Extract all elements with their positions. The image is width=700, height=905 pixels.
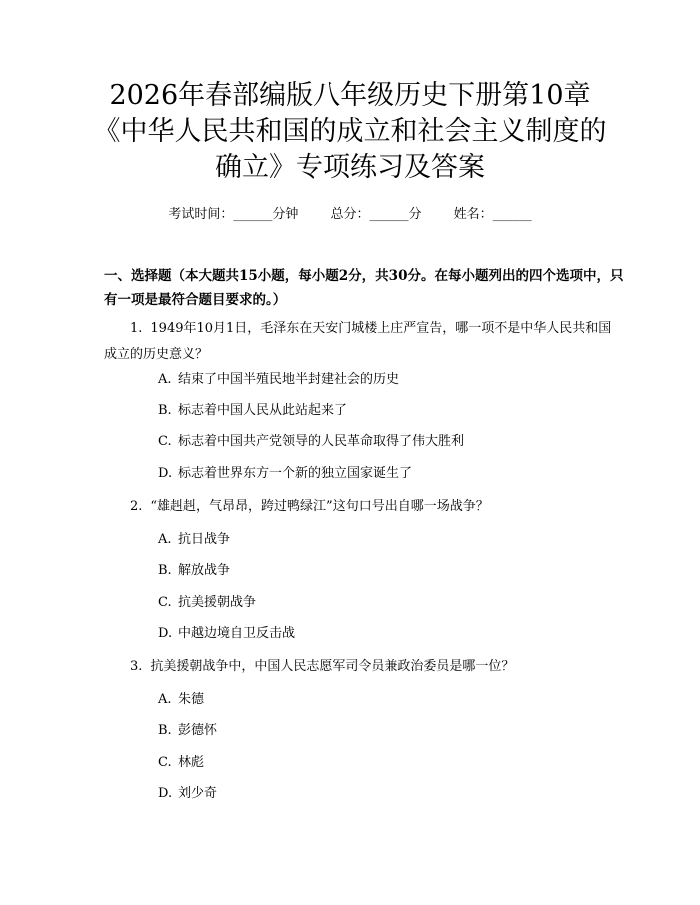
exam-time: 考试时间：______分钟 (168, 207, 299, 222)
option-text: 解放战争 (178, 563, 231, 578)
option-letter: C. (158, 434, 172, 449)
option-text: 抗美援朝战争 (178, 595, 257, 610)
option-letter: C. (158, 595, 172, 610)
question-1-option-a (158, 371, 399, 389)
option-text: 标志着世界东方一个新的独立国家诞生了 (178, 466, 413, 481)
document-title (60, 78, 640, 186)
option-letter: A. (158, 372, 172, 387)
section-heading: 一、选择题（本大题共15小题，每小题2分，共30分。在每小题列出的四个选项中，只有一项是最符合题目要求的。） (104, 268, 624, 308)
option-letter: B. (158, 723, 172, 738)
option-text: 标志着中国共产党领导的人民革命取得了伟大胜利 (178, 434, 465, 449)
question-text: 1949年10月1日，毛泽东在天安门城楼上庄严宣告，哪一项不是中华人民共和国成立的历史意义？ (104, 321, 612, 362)
option-text: 中越边境自卫反击战 (178, 626, 296, 641)
option-text: 彭德怀 (178, 723, 218, 738)
title-line-1: 2026年春部编版八年级历史下册第10章 (109, 80, 591, 111)
question-3-option-a (158, 691, 204, 709)
question-3 (104, 654, 614, 680)
title-line-3: 确立》专项练习及答案 (215, 152, 485, 183)
option-text: 抗日战争 (178, 532, 231, 547)
option-letter: A. (158, 692, 172, 707)
total-score: 总分：______分 (330, 207, 422, 222)
option-text: 结束了中国半殖民地半封建社会的历史 (178, 372, 400, 387)
question-1-option-c (158, 433, 464, 451)
question-3-option-c (158, 754, 204, 772)
option-text: 标志着中国人民从此站起来了 (178, 403, 348, 418)
question-text: 抗美援朝战争中，中国人民志愿军司令员兼政治委员是哪一位？ (150, 659, 515, 674)
option-text: 林彪 (178, 755, 205, 770)
question-number: 3. (130, 659, 143, 674)
option-letter: D. (158, 626, 173, 641)
option-letter: B. (158, 403, 172, 418)
option-letter: A. (158, 532, 172, 547)
question-2-option-b (158, 562, 230, 580)
question-2 (104, 494, 614, 520)
option-letter: D. (158, 786, 173, 801)
question-number: 1. (130, 321, 143, 336)
option-text: 朱德 (178, 692, 205, 707)
option-letter: C. (158, 755, 172, 770)
option-letter: D. (158, 466, 173, 481)
question-text: “雄赳赳，气昂昂，跨过鸭绿江”这句口号出自哪一场战争？ (150, 499, 489, 514)
question-3-option-d (158, 785, 217, 803)
option-letter: B. (158, 563, 172, 578)
question-1-option-d (158, 465, 412, 483)
question-1-option-b (158, 402, 347, 420)
title-line-2: 《中华人民共和国的成立和社会主义制度的 (93, 116, 607, 147)
question-number: 2. (130, 499, 143, 514)
question-1 (104, 316, 614, 368)
option-text: 刘少奇 (178, 786, 218, 801)
question-2-option-c (158, 594, 256, 612)
question-3-option-b (158, 722, 217, 740)
question-2-option-a (158, 531, 230, 549)
question-2-option-d (158, 625, 295, 643)
student-name: 姓名：______ (453, 207, 532, 222)
exam-meta (0, 206, 700, 224)
